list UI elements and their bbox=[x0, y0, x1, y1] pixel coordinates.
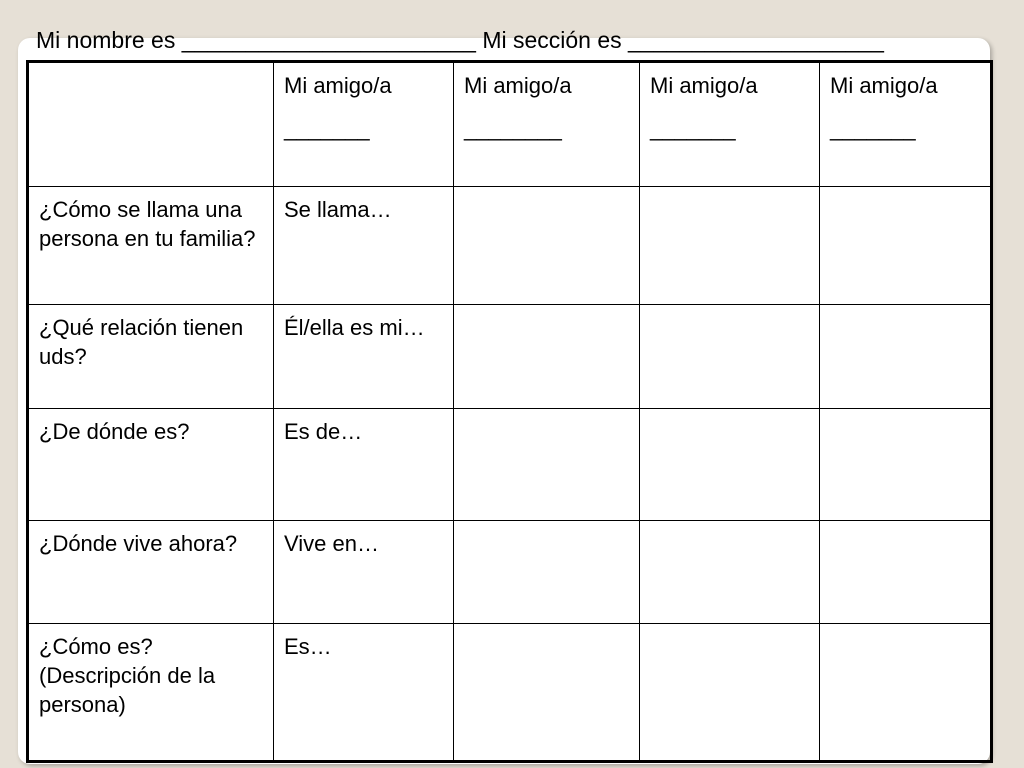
answer-cell[interactable] bbox=[454, 521, 640, 624]
question-cell: ¿Cómo es? (Descripción de la persona) bbox=[28, 624, 274, 762]
question-cell: ¿Cómo se llama una persona en tu familia? bbox=[28, 187, 274, 305]
answer-cell[interactable] bbox=[820, 305, 992, 409]
answer-cell[interactable] bbox=[454, 187, 640, 305]
friend-column-header-1 bbox=[274, 62, 454, 187]
friend-label: Mi amigo/a bbox=[830, 73, 938, 98]
question-cell: ¿Qué relación tienen uds? bbox=[28, 305, 274, 409]
section-label: Mi sección es bbox=[482, 27, 622, 53]
answer-cell[interactable] bbox=[820, 521, 992, 624]
answer-cell[interactable] bbox=[820, 409, 992, 521]
name-blank[interactable]: _______________________ bbox=[181, 27, 476, 53]
friend-name-blank[interactable]: _______ bbox=[284, 116, 370, 141]
answer-cell[interactable] bbox=[640, 624, 820, 762]
question-cell: ¿De dónde es? bbox=[28, 409, 274, 521]
answer-cell[interactable] bbox=[454, 305, 640, 409]
friend-name-blank[interactable]: _______ bbox=[830, 116, 916, 141]
answer-cell[interactable] bbox=[454, 409, 640, 521]
model-answer-cell: Él/ella es mi… bbox=[274, 305, 454, 409]
survey-table bbox=[26, 60, 993, 763]
friend-name-blank[interactable]: ________ bbox=[464, 116, 562, 141]
friend-label: Mi amigo/a bbox=[284, 73, 392, 98]
friend-label: Mi amigo/a bbox=[650, 73, 758, 98]
friend-column-header-4 bbox=[820, 62, 992, 187]
question-cell: ¿Dónde vive ahora? bbox=[28, 521, 274, 624]
answer-cell[interactable] bbox=[640, 187, 820, 305]
answer-cell[interactable] bbox=[820, 187, 992, 305]
table-row bbox=[28, 187, 992, 305]
table-header-row bbox=[28, 62, 992, 187]
friend-label: Mi amigo/a bbox=[464, 73, 572, 98]
section-blank[interactable]: ____________________ bbox=[628, 27, 884, 53]
answer-cell[interactable] bbox=[640, 305, 820, 409]
friend-column-header-2 bbox=[454, 62, 640, 187]
worksheet-header bbox=[36, 26, 884, 54]
answer-cell[interactable] bbox=[640, 521, 820, 624]
table-row bbox=[28, 305, 992, 409]
answer-cell[interactable] bbox=[820, 624, 992, 762]
answer-cell[interactable] bbox=[454, 624, 640, 762]
table-row bbox=[28, 624, 992, 762]
answer-cell[interactable] bbox=[640, 409, 820, 521]
name-label: Mi nombre es bbox=[36, 27, 176, 53]
model-answer-cell: Se llama… bbox=[274, 187, 454, 305]
friend-name-blank[interactable]: _______ bbox=[650, 116, 736, 141]
model-answer-cell: Es de… bbox=[274, 409, 454, 521]
table-row bbox=[28, 521, 992, 624]
model-answer-cell: Es… bbox=[274, 624, 454, 762]
table-row bbox=[28, 409, 992, 521]
corner-cell bbox=[28, 62, 274, 187]
friend-column-header-3 bbox=[640, 62, 820, 187]
model-answer-cell: Vive en… bbox=[274, 521, 454, 624]
